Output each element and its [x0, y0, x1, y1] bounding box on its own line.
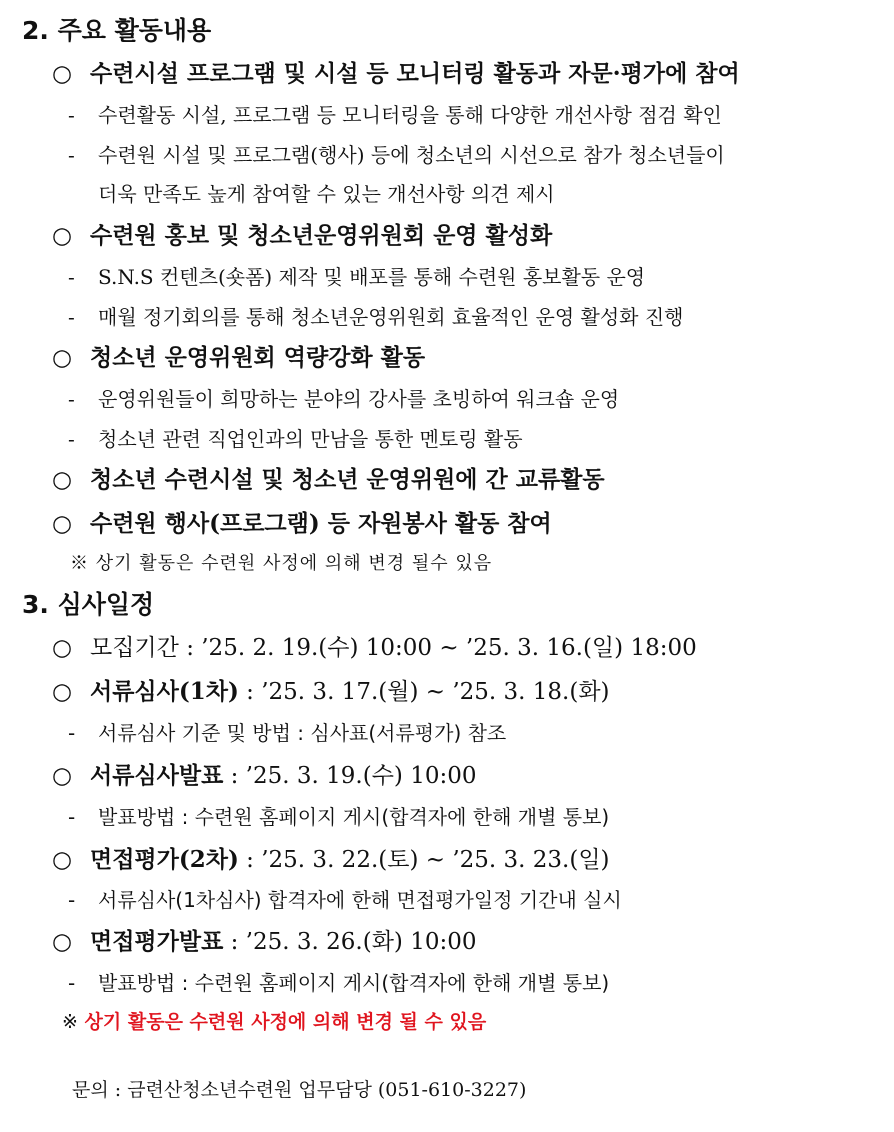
section-2-item-1-sub-2-continued: 더욱 만족도 높게 참여할 수 있는 개선사항 의견 제시 — [98, 182, 555, 206]
bullet-circle-icon: ○ — [52, 763, 73, 789]
schedule-document-result-sub: - 발표방법 : 수련원 홈페이지 게시(합격자에 한해 개별 통보) — [68, 805, 610, 829]
section-2-item-1-sub-1: - 수련활동 시설, 프로그램 등 모니터링을 통해 다양한 개선사항 점검 확인 — [68, 103, 722, 127]
bullet-circle-icon: ○ — [52, 679, 73, 705]
dash-mark: - — [68, 305, 75, 329]
schedule-document-result: ○ 서류심사발표 : ’25. 3. 19.(수) 10:00 — [52, 762, 477, 789]
section-2-item-1: ○ 수련시설 프로그램 및 시설 등 모니터링 활동과 자문·평가에 참여 — [52, 60, 740, 87]
schedule-recruitment-period: ○ 모집기간 : ’25. 2. 19.(수) 10:00 ~ ’25. 3. 16.(일) 18:00 — [52, 635, 697, 661]
section-2-item-2-sub-1: - S.N.S 컨텐츠(숏폼) 제작 및 배포를 통해 수련원 홍보활동 운영 — [68, 265, 646, 289]
section-2-item-5: ○ 수련원 행사(프로그램) 등 자원봉사 활동 참여 — [52, 510, 552, 537]
dash-mark: - — [68, 103, 75, 127]
bullet-circle-icon: ○ — [52, 847, 73, 873]
bullet-circle-icon: ○ — [52, 929, 73, 955]
schedule-interview: ○ 면접평가(2차) : ’25. 3. 22.(토) ~ ’25. 3. 23.(일) — [52, 846, 610, 873]
section-2-item-4: ○ 청소년 수련시설 및 청소년 운영위원에 간 교류활동 — [52, 466, 605, 493]
contact-info: 문의 : 금련산청소년수련원 업무담당 (051-610-3227) — [72, 1079, 527, 1101]
dash-mark: - — [68, 143, 75, 167]
dash-mark: - — [68, 387, 75, 411]
section-2-item-2-sub-2: - 매월 정기회의를 통해 청소년운영위원회 효율적인 운영 활성화 진행 — [68, 305, 684, 329]
reference-mark-icon: ※ — [62, 1011, 78, 1033]
bullet-circle-icon: ○ — [52, 60, 73, 87]
bullet-circle-icon: ○ — [52, 635, 73, 661]
section-2-item-3: ○ 청소년 운영위원회 역량강화 활동 — [52, 344, 426, 371]
section-2-item-3-sub-1: - 운영위원들이 희망하는 분야의 강사를 초빙하여 워크숍 운영 — [68, 387, 620, 411]
section-2-item-1-sub-2: - 수련원 시설 및 프로그램(행사) 등에 청소년의 시선으로 참가 청소년들이 — [68, 143, 725, 167]
section-2-item-3-sub-2: - 청소년 관련 직업인과의 만남을 통한 멘토링 활동 — [68, 427, 523, 451]
section-3-note: ※ 상기 활동은 수련원 사정에 의해 변경 될 수 있음 — [62, 1011, 487, 1033]
dash-mark: - — [68, 888, 76, 912]
section-2-note: ※ 상기 활동은 수련원 사정에 의해 변경 될수 있음 — [70, 553, 493, 574]
section-2-item-2: ○ 수련원 홍보 및 청소년운영위원회 운영 활성화 — [52, 222, 553, 249]
schedule-interview-result-sub: - 발표방법 : 수련원 홈페이지 게시(합격자에 한해 개별 통보) — [68, 971, 610, 995]
dash-mark: - — [68, 805, 76, 829]
dash-mark: - — [68, 427, 75, 451]
schedule-interview-sub: - 서류심사(1차심사) 합격자에 한해 면접평가일정 기간내 실시 — [68, 888, 622, 912]
reference-mark-icon: ※ — [70, 553, 89, 574]
section-3-heading: 3. 심사일정 — [22, 590, 155, 619]
bullet-circle-icon: ○ — [52, 510, 73, 537]
bullet-circle-icon: ○ — [52, 466, 73, 493]
schedule-document-review: ○ 서류심사(1차) : ’25. 3. 17.(월) ~ ’25. 3. 18.(화) — [52, 678, 610, 705]
schedule-document-review-sub: - 서류심사 기준 및 방법 : 심사표(서류평가) 참조 — [68, 721, 507, 745]
schedule-interview-result: ○ 면접평가발표 : ’25. 3. 26.(화) 10:00 — [52, 928, 477, 955]
dash-mark: - — [68, 265, 75, 289]
bullet-circle-icon: ○ — [52, 344, 73, 371]
dash-mark: - — [68, 971, 76, 995]
bullet-circle-icon: ○ — [52, 222, 73, 249]
section-2-heading: 2. 주요 활동내용 — [22, 16, 212, 45]
dash-mark: - — [68, 721, 76, 745]
